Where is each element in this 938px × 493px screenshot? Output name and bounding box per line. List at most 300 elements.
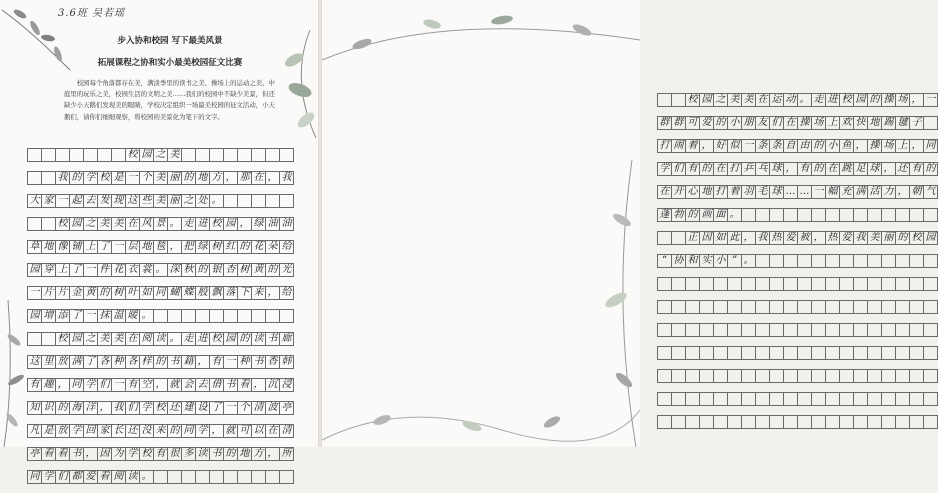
grid-cell [741, 277, 756, 291]
grid-cell: 丽 [167, 171, 182, 185]
left-page [0, 0, 318, 482]
grid-cell: 校 [909, 231, 924, 245]
grid-cell: 的 [265, 263, 280, 277]
grid-cell: 群 [657, 116, 672, 130]
grid-cell: 去 [83, 194, 98, 208]
grid-cell [839, 254, 854, 268]
grid-cell: 美 [97, 332, 112, 346]
grid-cell: 场 [881, 139, 896, 153]
grid-cell: 条 [755, 139, 770, 153]
grid-cell: 上 [825, 116, 840, 130]
grid-cell: 有 [685, 162, 700, 176]
grid-cell: 知 [27, 401, 42, 415]
grid-cell [755, 392, 770, 406]
grid-cell: 跳 [839, 162, 854, 176]
grid-cell: 们 [97, 378, 112, 392]
grid-cell [713, 277, 728, 291]
grid-cell: 读 [153, 332, 168, 346]
grid-cell [797, 415, 812, 429]
grid-cell [265, 470, 280, 484]
grid-cell [741, 369, 756, 383]
grid-cell: 还 [125, 424, 140, 438]
grid-cell [909, 323, 924, 337]
grid-cell [657, 300, 672, 314]
grid-cell: 同 [153, 286, 168, 300]
grid-cell: 园 [69, 332, 84, 346]
grid-cell [909, 254, 924, 268]
grid-cell: 园 [69, 217, 84, 231]
grid-cell: 园 [27, 263, 42, 277]
grid-cell [881, 369, 896, 383]
grid-cell [923, 323, 938, 337]
grid-cell: ， [83, 447, 98, 461]
grid-cell [27, 217, 42, 231]
grid-cell: 在 [125, 217, 140, 231]
grid-cell: 的 [223, 447, 238, 461]
grid-cell: 书 [223, 378, 238, 392]
grid-cell [769, 369, 784, 383]
grid-cell: 了 [83, 355, 98, 369]
grid-cell: 地 [195, 171, 210, 185]
grid-cell: 走 [181, 217, 196, 231]
grid-cell: 衣 [125, 263, 140, 277]
grid-cell [825, 346, 840, 360]
grid-cell: ， [783, 162, 798, 176]
grid-cell: 在 [713, 162, 728, 176]
grid-cell [41, 148, 56, 162]
grid-cell: 的 [685, 208, 700, 222]
grid-cell [909, 300, 924, 314]
grid-cell [853, 392, 868, 406]
grid-cell: 学 [83, 378, 98, 392]
grid-cell: 处 [195, 194, 210, 208]
grid-cell: 因 [97, 447, 112, 461]
grid-cell [811, 415, 826, 429]
grid-cell [853, 277, 868, 291]
student-name-tag: 3.6班 吴若瑶 [58, 8, 126, 19]
grid-cell [251, 309, 266, 323]
grid-cell: 踢 [881, 116, 896, 130]
grid-cell [909, 277, 924, 291]
grid-cell: 种 [111, 355, 126, 369]
grid-cell: 气 [923, 185, 938, 199]
grid-cell: 有 [909, 162, 924, 176]
grid-cell [727, 392, 742, 406]
grid-cell: 看 [55, 447, 70, 461]
grid-cell [825, 254, 840, 268]
grid-cell: 同 [181, 424, 196, 438]
grid-cell: 的 [713, 116, 728, 130]
grid-cell: 的 [97, 286, 112, 300]
grid-cell: 校 [209, 217, 224, 231]
grid-cell: 满 [853, 185, 868, 199]
grid-cell: 个 [237, 401, 252, 415]
grid-cell: 的 [153, 355, 168, 369]
grid-cell: 层 [125, 240, 140, 254]
grid-cell: 动 [783, 93, 798, 107]
grid-cell: 会 [181, 378, 196, 392]
grid-cell [97, 148, 112, 162]
grid-cell: 了 [69, 263, 84, 277]
grid-cell [279, 470, 294, 484]
grid-cell [741, 300, 756, 314]
grid-cell: 球 [867, 162, 882, 176]
grid-cell: 里 [41, 355, 56, 369]
grid-cell: 毽 [895, 116, 910, 130]
grid-cell: 如 [713, 231, 728, 245]
grid-cell: 学 [125, 447, 140, 461]
grid-cell [867, 392, 882, 406]
grid-cell: 一 [111, 240, 126, 254]
grid-cell: 园 [699, 93, 714, 107]
grid-cell: 绿 [251, 217, 266, 231]
grid-cell: ， [153, 378, 168, 392]
grid-cell [265, 309, 280, 323]
grid-cell: 我 [279, 171, 294, 185]
grid-cell [783, 415, 798, 429]
grid-cell: 一 [111, 378, 126, 392]
grid-cell [895, 415, 910, 429]
grid-cell [741, 392, 756, 406]
grid-cell: 乓 [755, 162, 770, 176]
grid-cell: 学 [657, 162, 672, 176]
grid-cell [853, 208, 868, 222]
grid-cell: ， [881, 162, 896, 176]
grid-cell: 学 [139, 401, 154, 415]
grid-cell [811, 346, 826, 360]
grid-cell [699, 392, 714, 406]
grid-cell: 一 [923, 93, 938, 107]
grid-cell: 有 [209, 355, 224, 369]
grid-cell: 群 [671, 116, 686, 130]
grid-cell [685, 346, 700, 360]
grid-cell: ， [265, 286, 280, 300]
grid-cell [853, 346, 868, 360]
grid-cell [881, 323, 896, 337]
grid-cell: 之 [83, 332, 98, 346]
grid-cell [657, 346, 672, 360]
grid-cell: 那 [237, 171, 252, 185]
grid-cell: 足 [853, 162, 868, 176]
grid-cell: 识 [41, 401, 56, 415]
grid-cell: 地 [237, 447, 252, 461]
grid-cell: 校 [685, 93, 700, 107]
grid-cell: 毛 [755, 185, 770, 199]
grid-cell: 爱 [699, 116, 714, 130]
grid-cell [825, 323, 840, 337]
grid-cell: 书 [265, 332, 280, 346]
grid-cell: ， [251, 378, 266, 392]
grid-cell: 一 [125, 171, 140, 185]
grid-cell [713, 415, 728, 429]
grid-cell [699, 300, 714, 314]
grid-cell [41, 171, 56, 185]
grid-cell [223, 470, 238, 484]
grid-cell [713, 392, 728, 406]
grid-cell: 美 [727, 93, 742, 107]
grid-cell: 羽 [741, 185, 756, 199]
grid-cell [657, 392, 672, 406]
grid-cell [181, 309, 196, 323]
grid-cell: 美 [741, 93, 756, 107]
grid-cell: 在 [755, 93, 770, 107]
grid-cell: 书 [167, 355, 182, 369]
grid-cell [27, 148, 42, 162]
grid-cell: 蝶 [181, 286, 196, 300]
grid-cell [251, 148, 266, 162]
grid-cell: 景 [153, 217, 168, 231]
grid-cell [671, 277, 686, 291]
grid-cell: ， [167, 240, 182, 254]
grid-cell [685, 300, 700, 314]
grid-cell: 凡 [27, 424, 42, 438]
grid-cell [727, 415, 742, 429]
grid-cell [699, 415, 714, 429]
grid-cell: “ [657, 254, 672, 268]
grid-cell: 之 [713, 93, 728, 107]
grid-cell: 多 [181, 447, 196, 461]
grid-cell: 园 [223, 332, 238, 346]
grid-cell: 场 [811, 116, 826, 130]
grid-cell: 回 [83, 424, 98, 438]
grid-cell [895, 346, 910, 360]
grid-cell [27, 171, 42, 185]
grid-cell: ， [195, 355, 210, 369]
grid-cell: ， [55, 378, 70, 392]
grid-cell [867, 415, 882, 429]
grid-cell: 小 [727, 116, 742, 130]
grid-cell [223, 194, 238, 208]
grid-cell: 和 [685, 254, 700, 268]
grid-cell [755, 300, 770, 314]
grid-cell [811, 254, 826, 268]
grid-cell: 温 [111, 309, 126, 323]
grid-cell: 增 [41, 309, 56, 323]
grid-cell [209, 148, 224, 162]
grid-cell: 落 [223, 286, 238, 300]
grid-cell: 香 [265, 355, 280, 369]
grid-cell [797, 392, 812, 406]
grid-cell: 勃 [671, 208, 686, 222]
grid-cell [671, 415, 686, 429]
grid-cell: 样 [139, 355, 154, 369]
grid-cell: 所 [279, 447, 294, 461]
grid-cell [853, 300, 868, 314]
grid-cell [825, 392, 840, 406]
grid-cell [727, 369, 742, 383]
grid-cell: 的 [55, 401, 70, 415]
grid-cell: 此 [727, 231, 742, 245]
grid-cell [839, 415, 854, 429]
grid-cell [237, 148, 252, 162]
grid-cell: 美 [167, 148, 182, 162]
grid-cell: 是 [111, 171, 126, 185]
grid-cell: 园 [139, 148, 154, 162]
grid-cell [755, 346, 770, 360]
grid-cell [923, 392, 938, 406]
grid-cell [769, 346, 784, 360]
grid-cell: 一 [223, 355, 238, 369]
grid-cell: 朝 [909, 185, 924, 199]
grid-cell [881, 277, 896, 291]
grid-cell: 黄 [251, 263, 266, 277]
grid-cell: 铺 [69, 240, 84, 254]
grid-cell [769, 254, 784, 268]
grid-cell: 空 [139, 378, 154, 392]
grid-cell: 们 [671, 162, 686, 176]
grid-cell: 来 [153, 424, 168, 438]
grid-cell: 银 [209, 263, 224, 277]
grid-cell: 些 [139, 194, 154, 208]
grid-cell: 的 [167, 424, 182, 438]
grid-cell: 。 [209, 194, 224, 208]
grid-cell: 之 [153, 148, 168, 162]
grid-cell [867, 277, 882, 291]
grid-cell: 了 [209, 401, 224, 415]
grid-cell: 之 [83, 217, 98, 231]
grid-cell [839, 300, 854, 314]
grid-cell: 很 [167, 447, 182, 461]
grid-cell: 了 [97, 240, 112, 254]
grid-cell: 的 [895, 231, 910, 245]
grid-cell: 清 [279, 424, 294, 438]
grid-cell: 活 [867, 185, 882, 199]
grid-cell [167, 309, 182, 323]
grid-cell [153, 470, 168, 484]
grid-cell: 爱 [839, 231, 854, 245]
grid-cell: 朋 [741, 116, 756, 130]
grid-cell: 进 [825, 93, 840, 107]
grid-cell: 抹 [97, 309, 112, 323]
grid-cell [685, 392, 700, 406]
grid-cell: 美 [867, 231, 882, 245]
grid-cell [839, 346, 854, 360]
grid-cell: 小 [713, 254, 728, 268]
grid-cell: … [783, 185, 798, 199]
right-page [322, 0, 936, 447]
grid-cell [881, 392, 896, 406]
grid-cell: 学 [69, 424, 84, 438]
grid-cell [923, 346, 938, 360]
grid-cell [839, 208, 854, 222]
grid-cell: 友 [755, 116, 770, 130]
grid-cell: 读 [195, 447, 210, 461]
grid-cell: 园 [853, 93, 868, 107]
grid-cell: 暖 [125, 309, 140, 323]
grid-cell [265, 148, 280, 162]
grid-cell: 协 [671, 254, 686, 268]
grid-cell: 下 [237, 286, 252, 300]
grid-cell [783, 392, 798, 406]
grid-cell: 看 [97, 470, 112, 484]
grid-cell: 我 [853, 231, 868, 245]
grid-cell: 书 [251, 355, 266, 369]
grid-cell [853, 415, 868, 429]
grid-cell [853, 254, 868, 268]
grid-cell: 。 [167, 332, 182, 346]
grid-cell: 韩 [279, 355, 294, 369]
grid-cell: … [797, 185, 812, 199]
grid-cell: 们 [55, 470, 70, 484]
grid-cell: ， [895, 185, 910, 199]
grid-cell: 在 [783, 116, 798, 130]
grid-cell: 打 [713, 185, 728, 199]
grid-cell: 校 [153, 401, 168, 415]
grid-cell [853, 323, 868, 337]
grid-cell [699, 369, 714, 383]
grid-cell [237, 470, 252, 484]
grid-cell [867, 346, 882, 360]
grid-cell: 可 [237, 424, 252, 438]
grid-cell: 像 [55, 240, 70, 254]
grid-cell: 园 [27, 309, 42, 323]
grid-cell [741, 415, 756, 429]
grid-cell: ， [909, 93, 924, 107]
grid-cell: 发 [97, 194, 112, 208]
grid-cell: 草 [27, 240, 42, 254]
grid-cell [867, 254, 882, 268]
grid-cell [741, 323, 756, 337]
grid-cell: 地 [867, 116, 882, 130]
grid-cell: 快 [853, 116, 868, 130]
grid-cell: 之 [181, 194, 196, 208]
essay-contest-subtitle: 拓展课程之协和实小最美校园征文比赛 [97, 58, 243, 68]
grid-cell: 打 [727, 162, 742, 176]
grid-cell: 运 [769, 93, 784, 107]
grid-cell [797, 277, 812, 291]
grid-cell [783, 346, 798, 360]
grid-cell [825, 208, 840, 222]
grid-cell [769, 208, 784, 222]
grid-cell: 裳 [139, 263, 154, 277]
grid-cell: 上 [55, 263, 70, 277]
grid-cell [671, 93, 686, 107]
grid-cell: 心 [685, 185, 700, 199]
grid-cell [755, 277, 770, 291]
grid-cell [111, 148, 126, 162]
grid-cell: 充 [839, 185, 854, 199]
grid-cell [867, 323, 882, 337]
grid-cell: 同 [923, 139, 938, 153]
grid-cell: 飘 [209, 286, 224, 300]
grid-cell [825, 300, 840, 314]
grid-cell: 阅 [139, 332, 154, 346]
grid-cell: 热 [769, 231, 784, 245]
grid-cell: 蝴 [167, 286, 182, 300]
grid-cell: 油 [265, 217, 280, 231]
grid-cell: 把 [181, 240, 196, 254]
grid-cell [755, 415, 770, 429]
grid-cell: 树 [209, 240, 224, 254]
grid-cell: 有 [125, 378, 140, 392]
grid-cell: 幅 [825, 185, 840, 199]
grid-cell [825, 415, 840, 429]
grid-cell: 校 [125, 148, 140, 162]
grid-cell [713, 300, 728, 314]
grid-cell [671, 392, 686, 406]
grid-cell [713, 346, 728, 360]
grid-cell [685, 369, 700, 383]
grid-cell [839, 369, 854, 383]
grid-cell: 还 [895, 162, 910, 176]
grid-cell: 看 [41, 447, 56, 461]
grid-cell: 大 [27, 194, 42, 208]
grid-cell: 以 [251, 424, 266, 438]
grid-cell [923, 300, 938, 314]
grid-cell [657, 277, 672, 291]
grid-cell: 同 [69, 378, 84, 392]
grid-cell: 有 [27, 378, 42, 392]
